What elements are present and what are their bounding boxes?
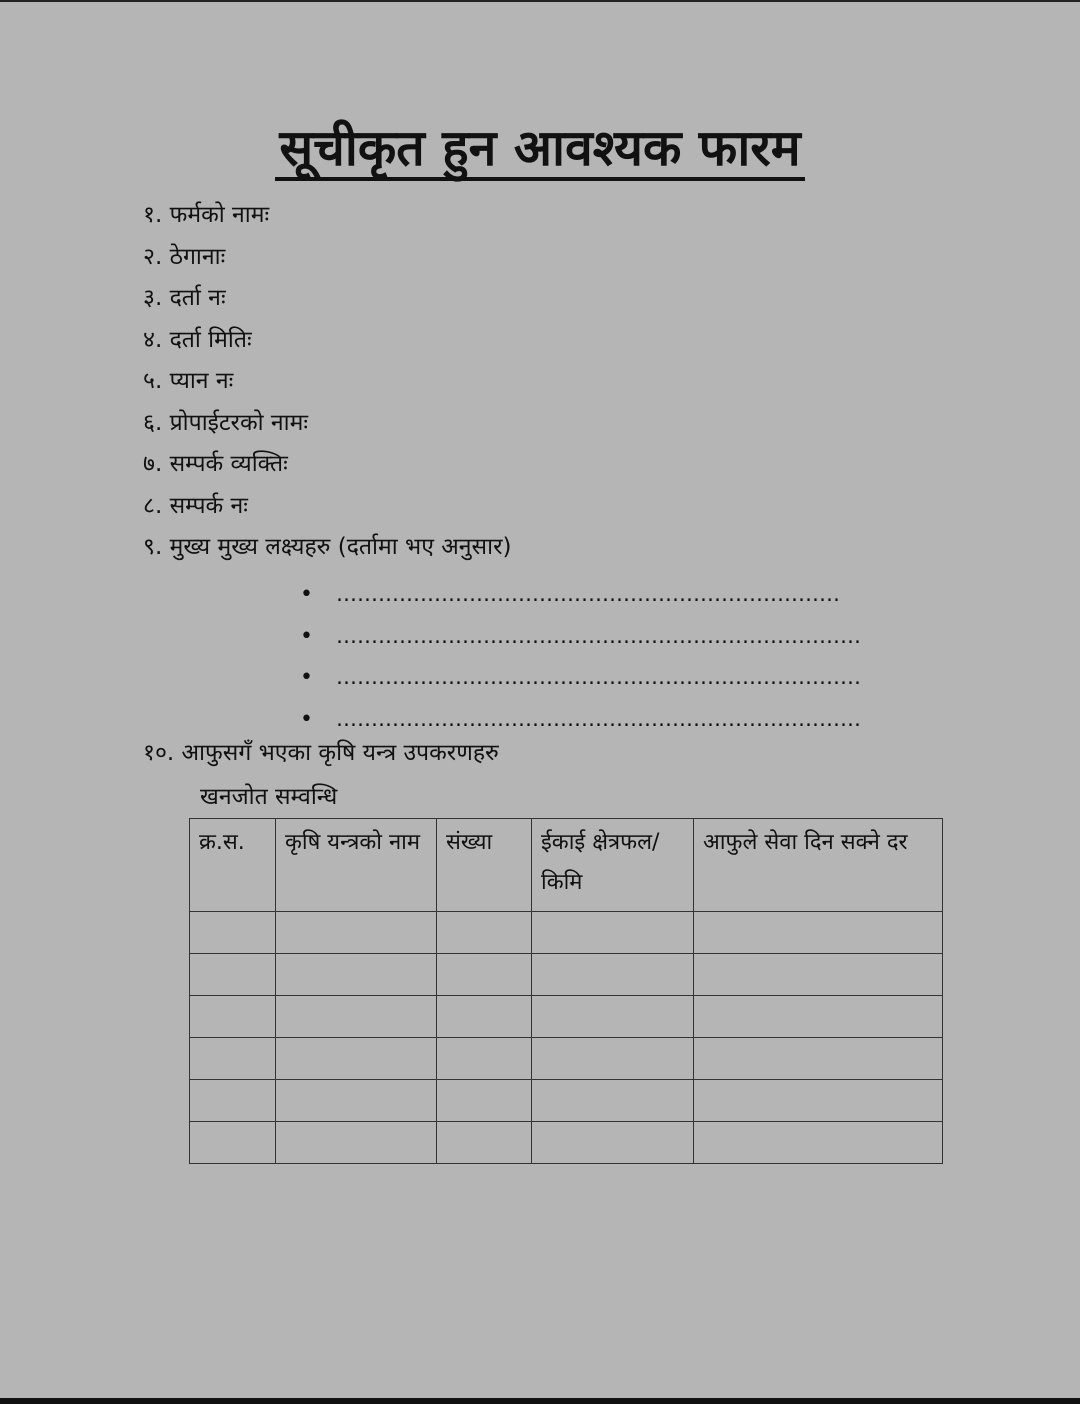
field-proprietor-name: ६. प्रोपाईटरको नामः bbox=[143, 409, 308, 436]
table-row bbox=[190, 912, 943, 954]
list-item: • ………………………………………………………………… bbox=[300, 618, 861, 660]
table-cell[interactable] bbox=[532, 1122, 694, 1164]
table-cell[interactable] bbox=[276, 912, 437, 954]
list-item: • ………………………………………………………………… bbox=[300, 659, 861, 701]
table-cell[interactable] bbox=[694, 1122, 943, 1164]
list-item: • ………………………………………………………………… bbox=[300, 701, 861, 743]
header-serial-no: क्र.स. bbox=[190, 819, 276, 912]
header-machine-name: कृषि यन्त्रको नाम bbox=[276, 819, 437, 912]
table-row bbox=[190, 1122, 943, 1164]
table-cell[interactable] bbox=[190, 1122, 276, 1164]
field-registration-date: ४. दर्ता मितिः bbox=[143, 326, 252, 353]
table-cell[interactable] bbox=[190, 1038, 276, 1080]
bullet-icon: • bbox=[300, 706, 313, 732]
table-cell[interactable] bbox=[532, 996, 694, 1038]
field-registration-no: ३. दर्ता नः bbox=[143, 285, 226, 311]
table-cell[interactable] bbox=[694, 1038, 943, 1080]
table-row bbox=[190, 1038, 943, 1080]
table-cell[interactable] bbox=[694, 912, 943, 954]
table-cell[interactable] bbox=[437, 1038, 532, 1080]
bottom-border bbox=[0, 1398, 1080, 1404]
table-cell[interactable] bbox=[190, 954, 276, 996]
field-firm-name: १. फर्मको नामः bbox=[143, 202, 270, 228]
table-cell[interactable] bbox=[532, 912, 694, 954]
section-tillage-subheading: खनजोत सम्वन्धि bbox=[200, 784, 338, 810]
table-cell[interactable] bbox=[276, 996, 437, 1038]
page-title: सूचीकृत हुन आवश्यक फारम bbox=[0, 112, 1080, 180]
table-row bbox=[190, 996, 943, 1038]
objectives-list bbox=[300, 576, 861, 742]
table-header-row bbox=[190, 819, 943, 912]
table-cell[interactable] bbox=[532, 1080, 694, 1122]
table-cell[interactable] bbox=[276, 1080, 437, 1122]
table-cell[interactable] bbox=[532, 1038, 694, 1080]
header-service-rate: आफुले सेवा दिन सक्ने दर bbox=[694, 819, 943, 912]
equipment-table bbox=[189, 818, 943, 1164]
section-equipment-heading: १०. आफुसगँ भएका कृषि यन्त्र उपकरणहरु bbox=[143, 740, 499, 766]
bullet-icon: • bbox=[300, 582, 313, 607]
field-contact-no: ८. सम्पर्क नः bbox=[143, 492, 248, 519]
table-cell[interactable] bbox=[437, 996, 532, 1038]
table-cell[interactable] bbox=[190, 996, 276, 1038]
table-cell[interactable] bbox=[276, 1038, 437, 1080]
table-row bbox=[190, 1080, 943, 1122]
table-cell[interactable] bbox=[694, 1080, 943, 1122]
table-cell[interactable] bbox=[437, 1122, 532, 1164]
field-main-objectives: ९. मुख्य मुख्य लक्ष्यहरु (दर्तामा भए अनुसार) bbox=[143, 534, 512, 560]
table-cell[interactable] bbox=[437, 912, 532, 954]
table-cell[interactable] bbox=[532, 954, 694, 996]
bullet-icon: • bbox=[300, 665, 313, 690]
table-cell[interactable] bbox=[276, 954, 437, 996]
field-pan-no: ५. प्यान नः bbox=[143, 368, 234, 394]
top-border bbox=[0, 0, 1080, 2]
table-row bbox=[190, 954, 943, 996]
header-quantity: संख्या bbox=[437, 819, 532, 912]
table-cell[interactable] bbox=[276, 1122, 437, 1164]
table-cell[interactable] bbox=[190, 1080, 276, 1122]
bullet-icon: • bbox=[300, 623, 313, 649]
field-contact-person: ७. सम्पर्क व्यक्तिः bbox=[143, 451, 288, 477]
table-cell[interactable] bbox=[190, 912, 276, 954]
table-cell[interactable] bbox=[694, 996, 943, 1038]
table-cell[interactable] bbox=[437, 1080, 532, 1122]
field-address: २. ठेगानाः bbox=[143, 243, 226, 270]
table-cell[interactable] bbox=[694, 954, 943, 996]
table-cell[interactable] bbox=[437, 954, 532, 996]
header-unit-area: ईकाई क्षेत्रफल/किमि bbox=[532, 819, 694, 912]
list-item: • ……………………………………………………………… bbox=[300, 576, 861, 618]
form-fields bbox=[143, 198, 511, 572]
